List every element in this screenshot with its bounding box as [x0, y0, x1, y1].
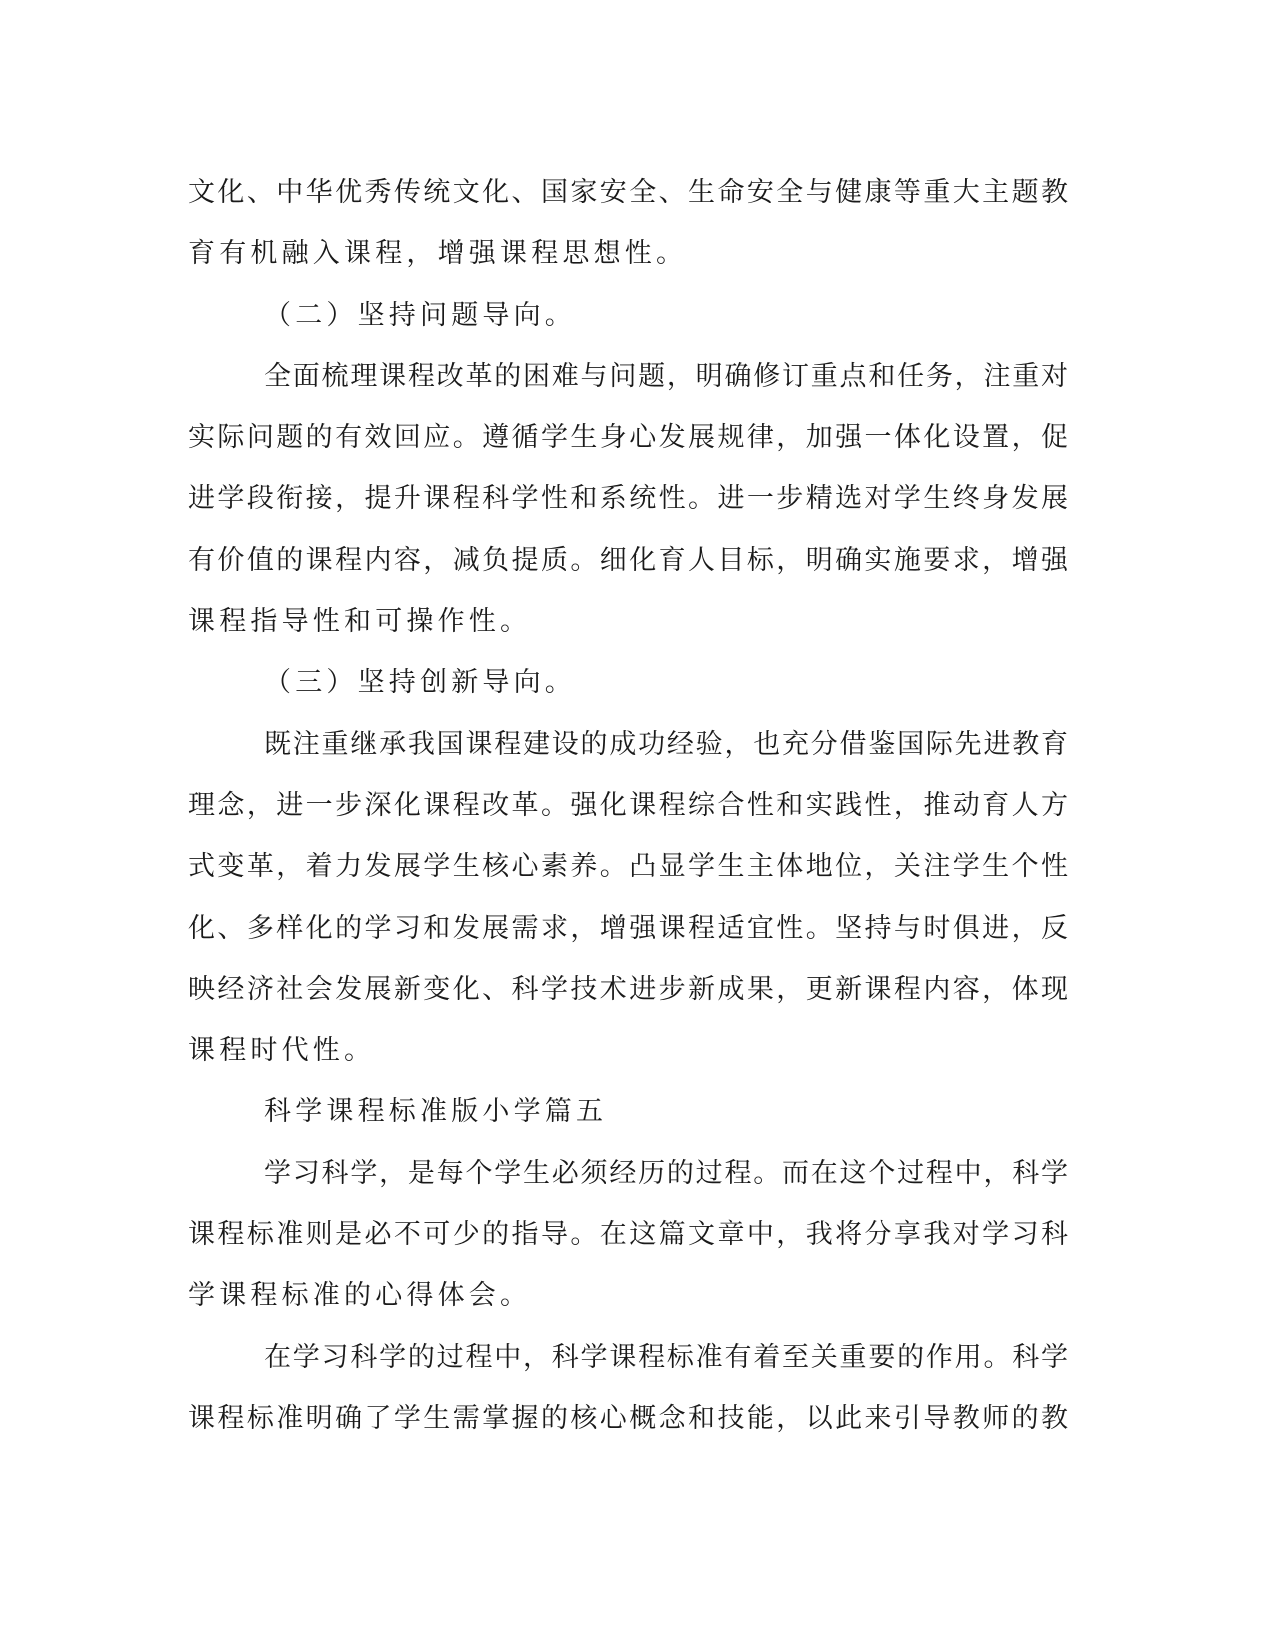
text-line: 理念，进一步深化课程改革。强化课程综合性和实践性，推动育人方: [188, 789, 1068, 821]
text-line: 学课程标准的心得体会。: [188, 1280, 532, 1312]
text-line: 进学段衔接，提升课程科学性和系统性。进一步精选对学生终身发展: [188, 483, 1068, 515]
text-line: 既注重继承我国课程建设的成功经验，也充分借鉴国际先进教育: [264, 728, 1068, 760]
text-line: 课程指导性和可操作性。: [188, 606, 532, 638]
document-body: [188, 162, 1068, 1449]
text-line: 课程标准则是必不可少的指导。在这篇文章中，我将分享我对学习科: [188, 1219, 1068, 1251]
text-line: 课程时代性。: [188, 1035, 376, 1067]
text-line: 在学习科学的过程中，科学课程标准有着至关重要的作用。科学: [264, 1341, 1068, 1373]
text-line: 全面梳理课程改革的困难与问题，明确修订重点和任务，注重对: [264, 360, 1068, 392]
text-line: 文化、中华优秀传统文化、国家安全、生命安全与健康等重大主题教: [188, 177, 1068, 208]
text-line: 学习科学，是每个学生必须经历的过程。而在这个过程中，科学: [264, 1157, 1068, 1189]
text-line: 式变革，着力发展学生核心素养。凸显学生主体地位，关注学生个性: [188, 851, 1068, 883]
text-line: 课程标准明确了学生需掌握的核心概念和技能，以此来引导教师的教: [188, 1402, 1068, 1434]
text-line: 化、多样化的学习和发展需求，增强课程适宜性。坚持与时俱进，反: [188, 912, 1068, 944]
text-line: 育有机融入课程，增强课程思想性。: [188, 238, 688, 270]
text-line: （三）坚持创新导向。: [264, 667, 576, 699]
text-line: 科学课程标准版小学篇五: [264, 1096, 608, 1128]
text-line: （二）坚持问题导向。: [264, 299, 576, 331]
text-line: 有价值的课程内容，减负提质。细化育人目标，明确实施要求，增强: [188, 544, 1068, 576]
text-line: 映经济社会发展新变化、科学技术进步新成果，更新课程内容，体现: [188, 973, 1068, 1005]
text-line: 实际问题的有效回应。遵循学生身心发展规律，加强一体化设置，促: [188, 422, 1068, 454]
